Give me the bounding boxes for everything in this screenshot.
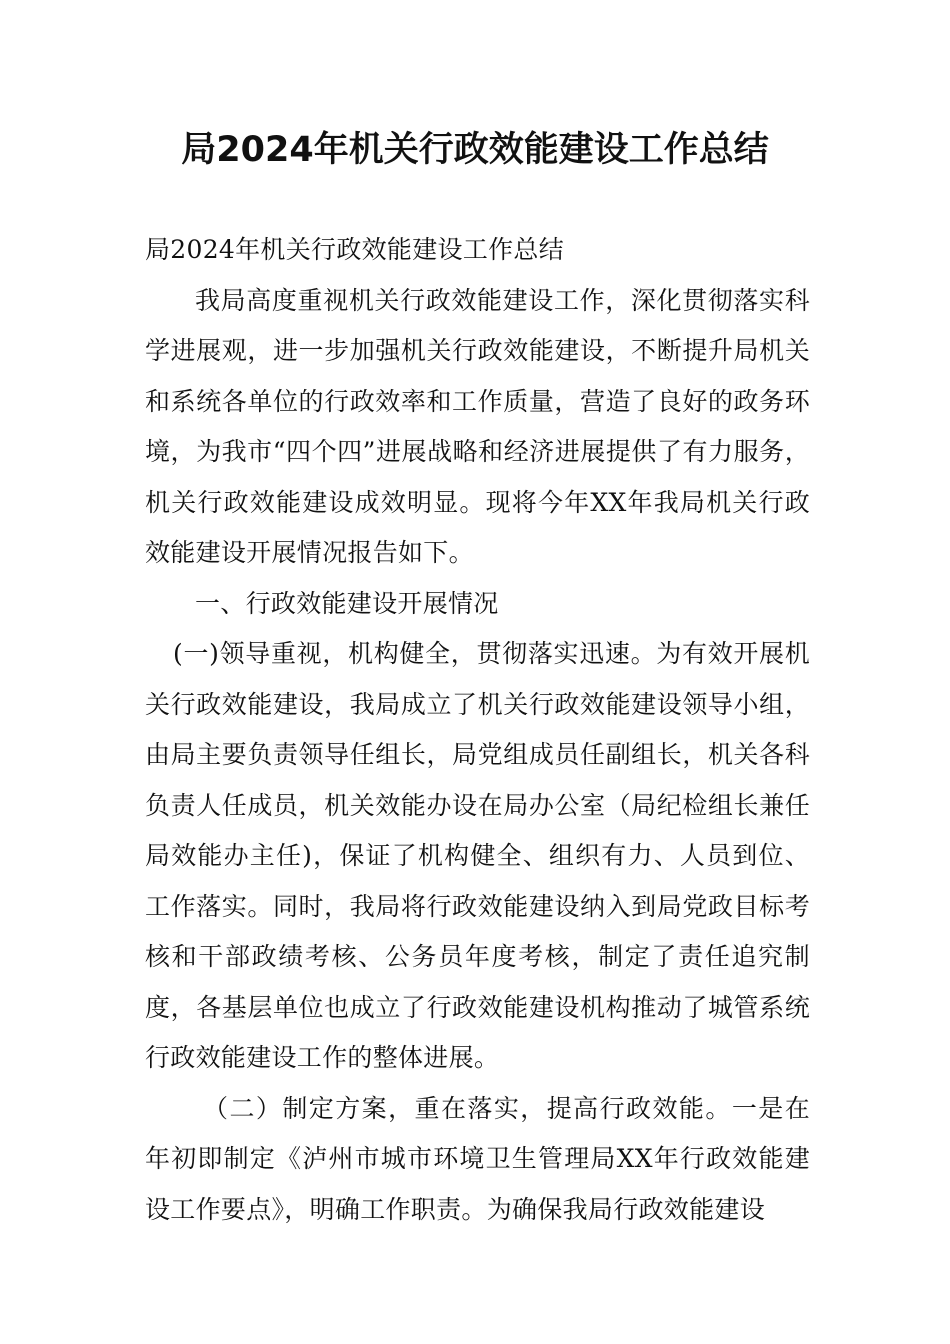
subtitle-paragraph: 局2024年机关行政效能建设工作总结 [145,235,565,264]
document-title: 局2024年机关行政效能建设工作总结 [181,130,769,170]
intro-paragraph: 我局高度重视机关行政效能建设工作，深化贯彻落实科学进展观，进一步加强机关行政效能建设，不断提升局机关和系统各单位的行政效率和工作质量，营造了良好的政务环境，为我市“四个四”进展战略和经济进展提供了有力服务，机关行政效能建设成效明显。现将今年XX年我局机关行政效能建设开展情况报告如下。 [145,285,810,567]
document-body [145,225,810,1235]
body-paragraph-1: (一)领导重视，机构健全，贯彻落实迅速。为有效开展机关行政效能建设，我局成立了机关行政效能建设领导小组，由局主要负责领导任组长，局党组成员任副组长，机关各科负责人任成员，机关效能办设在局办公室（局纪检组长兼任局效能办主任)，保证了机构健全、组织有力、人员到位、工作落实。同时，我局将行政效能建设纳入到局党政目标考核和干部政绩考核、公务员年度考核，制定了责任追究制度，各基层单位也成立了行政效能建设机构推动了城管系统行政效能建设工作的整体进展。 [145,639,810,1072]
section-heading: 一、行政效能建设开展情况 [195,588,499,618]
body-paragraph-2: （二）制定方案，重在落实，提高行政效能。一是在年初即制定《泸州市城市环境卫生管理局XX年行政效能建设工作要点》，明确工作职责。为确保我局行政效能建设 [145,1093,810,1224]
